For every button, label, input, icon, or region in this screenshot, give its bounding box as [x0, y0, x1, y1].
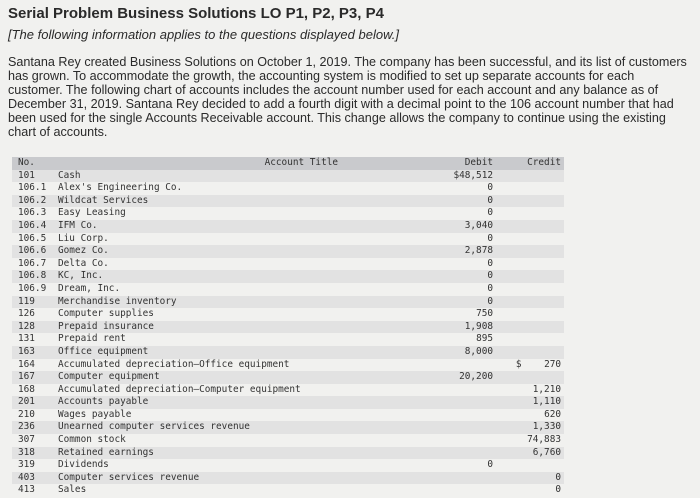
header-no: No. [12, 157, 55, 170]
credit-value [496, 220, 564, 233]
account-number: 319 [18, 459, 35, 471]
credit-value: 1,110 [496, 396, 564, 409]
debit-value: 3,040 [428, 220, 496, 233]
table-row [12, 459, 564, 472]
account-number: 106.1 [18, 182, 47, 194]
account-number: 131 [18, 333, 35, 345]
account-title: Dream, Inc. [58, 282, 121, 294]
credit-value [496, 195, 564, 208]
account-number: 413 [18, 484, 35, 496]
account-title: Computer equipment [55, 371, 428, 384]
problem-title: Serial Problem Business Solutions LO P1, P2, P3, P4 [8, 5, 384, 22]
table-row [12, 484, 564, 497]
table-row [12, 421, 564, 434]
account-number: 106.2 [12, 195, 55, 208]
account-title: Merchandise inventory [55, 296, 428, 309]
problem-description: Santana Rey created Business Solutions on October 1, 2019. The company has been successful, and its list of customers has grown. To accommodate the growth, the accounting system is modified to set up separate accounts for each customer. The following chart of accounts includes the account number used for each account and any balance as of December 31, 2019. Santana Rey decided to add a fourth digit with a decimal point to the 106 account number that had been used for the single Accounts Receivable account. This change allows the company to continue using the existing chart of accounts. [8, 55, 687, 139]
debit-value: 0 [487, 232, 493, 244]
debit-value [428, 434, 496, 447]
account-number: 106.9 [18, 282, 47, 294]
credit-value [496, 258, 564, 271]
table-row [12, 371, 564, 384]
account-number: 403 [12, 472, 55, 485]
account-title: Wildcat Services [55, 195, 428, 208]
credit-value: 1,330 [496, 421, 564, 434]
account-title: Delta Co. [58, 257, 109, 269]
account-number: 106.7 [18, 257, 47, 269]
debit-value [428, 484, 496, 497]
credit-value: 0 [555, 484, 561, 496]
table-row [12, 233, 564, 246]
credit-value [496, 346, 564, 359]
account-title: Retained earnings [55, 447, 428, 460]
table-row [12, 409, 564, 422]
account-title: Wages payable [58, 408, 132, 420]
account-number: 106.8 [12, 270, 55, 283]
credit-value [496, 371, 564, 384]
account-title: Cash [55, 170, 428, 183]
credit-value: 6,760 [496, 447, 564, 460]
account-number: 101 [12, 170, 55, 183]
account-title: Unearned computer services revenue [55, 421, 428, 434]
account-number: 307 [18, 434, 35, 446]
credit-value [496, 321, 564, 334]
credit-value [496, 333, 564, 346]
table-row [12, 447, 564, 460]
account-number: 106.5 [18, 232, 47, 244]
debit-value: 2,878 [428, 245, 496, 258]
credit-value [496, 296, 564, 309]
account-number: 236 [12, 421, 55, 434]
account-number: 163 [12, 346, 55, 359]
chart-of-accounts-table [12, 157, 564, 497]
table-row [12, 258, 564, 271]
account-title: Gomez Co. [55, 245, 428, 258]
table-row [12, 170, 564, 183]
credit-value: 1,210 [532, 383, 561, 395]
account-title: Prepaid insurance [55, 321, 428, 334]
account-title: Prepaid rent [58, 333, 126, 345]
header-credit: Credit [496, 157, 564, 170]
debit-value: 0 [487, 282, 493, 294]
table-row [12, 384, 564, 397]
header-debit: Debit [428, 157, 496, 170]
account-title: Office equipment [55, 346, 428, 359]
account-title: Dividends [58, 459, 109, 471]
credit-value [496, 308, 564, 321]
account-number: 164 [18, 358, 35, 370]
debit-value: 895 [476, 333, 493, 345]
account-number: 167 [12, 371, 55, 384]
account-title: Sales [58, 484, 87, 496]
debit-value: 0 [428, 195, 496, 208]
account-number: 106.3 [18, 207, 47, 219]
table-row [12, 346, 564, 359]
account-title: KC, Inc. [55, 270, 428, 283]
debit-value: 750 [476, 308, 493, 320]
table-row [12, 296, 564, 309]
debit-value [428, 409, 496, 422]
account-title: Easy Leasing [58, 207, 126, 219]
table-row [12, 270, 564, 283]
account-title: IFM Co. [55, 220, 428, 233]
debit-value: $48,512 [428, 170, 496, 183]
table-header [12, 157, 564, 170]
instruction-note: [The following information applies to the questions displayed below.] [8, 27, 399, 42]
credit-value [496, 170, 564, 183]
table-row [12, 182, 564, 195]
table-row [12, 220, 564, 233]
debit-value: 0 [487, 207, 493, 219]
account-number: 168 [18, 383, 35, 395]
account-number: 106.4 [12, 220, 55, 233]
debit-value: 8,000 [428, 346, 496, 359]
table-row [12, 321, 564, 334]
debit-value: 1,908 [428, 321, 496, 334]
credit-value: 74,883 [527, 434, 561, 446]
credit-value [496, 270, 564, 283]
credit-value [496, 245, 564, 258]
account-number: 106.6 [12, 245, 55, 258]
debit-value [428, 472, 496, 485]
debit-value [428, 447, 496, 460]
credit-value [496, 233, 564, 246]
table-row [12, 195, 564, 208]
account-title: Computer services revenue [55, 472, 428, 485]
debit-value [428, 421, 496, 434]
credit-value [496, 459, 564, 472]
credit-value: 0 [496, 472, 564, 485]
debit-value: 20,200 [428, 371, 496, 384]
table-row [12, 434, 564, 447]
credit-value: $ 270 [515, 358, 561, 370]
account-number: 128 [12, 321, 55, 334]
table-row [12, 308, 564, 321]
debit-value [428, 396, 496, 409]
table-row [12, 245, 564, 258]
account-title: Liu Corp. [58, 232, 109, 244]
debit-value [428, 384, 496, 397]
debit-value: 0 [428, 270, 496, 283]
credit-value [496, 207, 564, 220]
table-row [12, 472, 564, 485]
credit-value [496, 182, 564, 195]
debit-value: 0 [487, 182, 493, 194]
table-row [12, 207, 564, 220]
table-row [12, 333, 564, 346]
account-number: 318 [12, 447, 55, 460]
credit-value [496, 283, 564, 296]
account-title: Accumulated depreciation—Office equipment [58, 358, 290, 370]
credit-value: 620 [544, 408, 561, 420]
account-title: Common stock [58, 434, 126, 446]
account-title: Accounts payable [55, 396, 428, 409]
header-account-title: Account Title [55, 157, 428, 170]
debit-value: 0 [428, 296, 496, 309]
debit-value: 0 [487, 257, 493, 269]
account-number: 126 [18, 308, 35, 320]
debit-value: 0 [487, 459, 493, 471]
account-number: 201 [12, 396, 55, 409]
table-row [12, 283, 564, 296]
account-title: Alex's Engineering Co. [58, 182, 183, 194]
account-number: 210 [18, 408, 35, 420]
debit-value [428, 359, 496, 372]
account-title: Accumulated depreciation—Computer equipment [58, 383, 301, 395]
account-number: 119 [12, 296, 55, 309]
table-row [12, 359, 564, 372]
account-title: Computer supplies [58, 308, 154, 320]
table-row [12, 396, 564, 409]
